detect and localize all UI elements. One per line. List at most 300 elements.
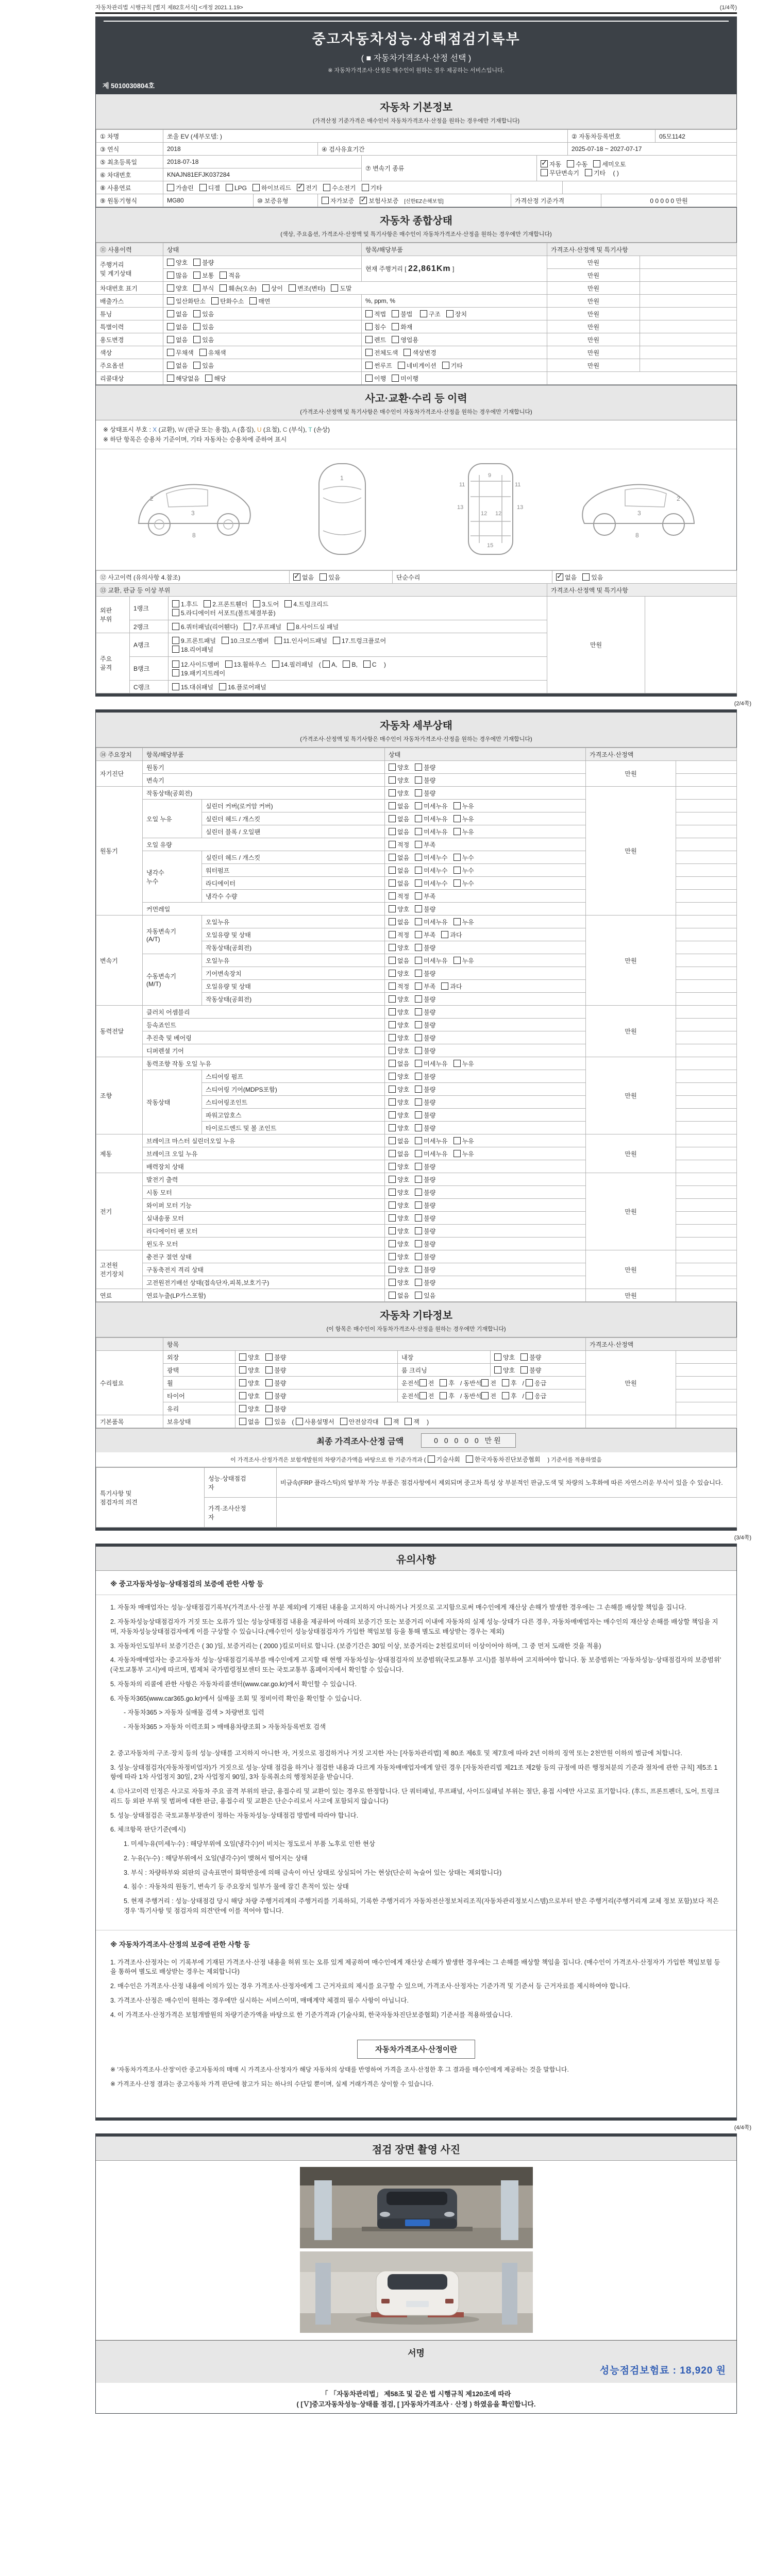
checkbox-option[interactable] bbox=[204, 601, 247, 608]
checkbox-icon[interactable] bbox=[446, 310, 453, 317]
checkbox-option[interactable] bbox=[389, 1022, 409, 1029]
checkbox-icon[interactable] bbox=[219, 683, 226, 690]
checkbox-option[interactable] bbox=[582, 574, 603, 581]
checkbox-option[interactable] bbox=[172, 684, 213, 691]
checkbox-option[interactable] bbox=[415, 1176, 435, 1183]
checkbox-option[interactable] bbox=[441, 983, 462, 990]
checkbox-option[interactable] bbox=[415, 1022, 435, 1029]
checkbox-option[interactable] bbox=[389, 1163, 409, 1171]
checkbox-option[interactable] bbox=[389, 1215, 409, 1222]
checkbox-icon[interactable] bbox=[323, 660, 330, 668]
checkbox-option[interactable] bbox=[167, 272, 188, 279]
checkbox-option[interactable] bbox=[172, 609, 276, 617]
checkbox-option[interactable] bbox=[389, 906, 409, 913]
checkbox-option[interactable] bbox=[389, 816, 409, 823]
checkbox-option[interactable] bbox=[199, 184, 220, 192]
checkbox-icon[interactable] bbox=[415, 892, 422, 900]
checkbox-icon[interactable] bbox=[239, 1405, 246, 1412]
checkbox-icon[interactable] bbox=[320, 573, 327, 581]
checkbox-icon[interactable] bbox=[585, 169, 592, 176]
checkbox-option[interactable] bbox=[167, 324, 188, 331]
checkbox-icon[interactable] bbox=[389, 879, 396, 887]
checkbox-icon[interactable] bbox=[389, 944, 396, 951]
checkbox-icon[interactable] bbox=[343, 660, 350, 668]
checkbox-option[interactable] bbox=[225, 661, 266, 668]
checkbox-icon[interactable] bbox=[415, 764, 422, 771]
checkbox-option[interactable] bbox=[365, 362, 392, 369]
checkbox-icon[interactable] bbox=[415, 841, 422, 848]
checkbox-icon[interactable] bbox=[389, 841, 396, 848]
checkbox-icon[interactable] bbox=[389, 789, 396, 796]
checkbox-option[interactable] bbox=[265, 1354, 286, 1361]
checkbox-option[interactable] bbox=[389, 1253, 409, 1261]
checkbox-option[interactable] bbox=[404, 349, 436, 357]
checkbox-icon[interactable] bbox=[389, 918, 396, 925]
checkbox-icon[interactable] bbox=[193, 310, 200, 317]
checkbox-option[interactable] bbox=[398, 362, 436, 369]
checkbox-option[interactable] bbox=[289, 285, 325, 292]
checkbox-option[interactable] bbox=[389, 1099, 409, 1106]
checkbox-option[interactable] bbox=[389, 880, 409, 887]
checkbox-icon[interactable] bbox=[526, 1379, 533, 1386]
checkbox-icon[interactable] bbox=[420, 310, 427, 317]
checkbox-option[interactable] bbox=[389, 983, 409, 990]
checkbox-option[interactable] bbox=[262, 285, 283, 292]
checkbox-icon[interactable] bbox=[398, 362, 405, 369]
checkbox-icon[interactable] bbox=[389, 1279, 396, 1286]
checkbox-icon[interactable] bbox=[389, 854, 396, 861]
checkbox-icon[interactable] bbox=[167, 349, 174, 356]
checkbox-icon[interactable] bbox=[453, 1137, 461, 1144]
checkbox-icon[interactable] bbox=[389, 1201, 396, 1209]
checkbox-icon[interactable] bbox=[389, 1227, 396, 1234]
checkbox-option[interactable] bbox=[365, 336, 386, 344]
checkbox-option[interactable] bbox=[415, 1241, 435, 1248]
checkbox-icon[interactable] bbox=[453, 879, 461, 887]
checkbox-icon[interactable] bbox=[389, 931, 396, 938]
checkbox-icon[interactable] bbox=[389, 1021, 396, 1028]
checkbox-icon[interactable] bbox=[323, 184, 330, 191]
checkbox-icon[interactable] bbox=[453, 854, 461, 861]
checkbox-icon[interactable] bbox=[265, 1392, 273, 1399]
checkbox-icon[interactable] bbox=[415, 995, 422, 1003]
checkbox-icon[interactable] bbox=[340, 1418, 347, 1425]
checkbox-icon[interactable] bbox=[415, 789, 422, 796]
checkbox-option[interactable] bbox=[415, 1253, 435, 1261]
checkbox-icon[interactable] bbox=[167, 272, 174, 279]
checkbox-icon[interactable] bbox=[193, 272, 200, 279]
checkbox-option[interactable] bbox=[275, 637, 327, 645]
checkbox-icon[interactable] bbox=[172, 600, 179, 607]
checkbox-icon[interactable] bbox=[172, 623, 179, 630]
checkbox-option[interactable] bbox=[389, 1086, 409, 1093]
checkbox-option[interactable] bbox=[360, 197, 398, 205]
checkbox-option[interactable] bbox=[331, 285, 351, 292]
checkbox-option[interactable] bbox=[239, 1405, 260, 1413]
checkbox-checked-icon[interactable] bbox=[297, 184, 304, 191]
checkbox-option[interactable] bbox=[389, 1009, 409, 1016]
checkbox-option[interactable] bbox=[415, 957, 447, 964]
checkbox-option[interactable] bbox=[389, 1292, 409, 1299]
checkbox-option[interactable] bbox=[365, 324, 386, 331]
checkbox-option[interactable] bbox=[389, 1047, 409, 1055]
checkbox-icon[interactable] bbox=[415, 1111, 422, 1118]
checkbox-icon[interactable] bbox=[415, 1060, 422, 1067]
checkbox-option[interactable] bbox=[389, 1112, 409, 1119]
checkbox-icon[interactable] bbox=[265, 1366, 273, 1374]
checkbox-icon[interactable] bbox=[389, 1240, 396, 1247]
checkbox-icon[interactable] bbox=[415, 1292, 422, 1299]
checkbox-option[interactable] bbox=[389, 1241, 409, 1248]
checkbox-option[interactable] bbox=[389, 931, 409, 939]
checkbox-option[interactable] bbox=[389, 790, 409, 797]
checkbox-icon[interactable] bbox=[249, 297, 257, 304]
checkbox-option[interactable] bbox=[389, 996, 409, 1003]
checkbox-icon[interactable] bbox=[453, 867, 461, 874]
checkbox-icon[interactable] bbox=[365, 310, 373, 317]
checkbox-icon[interactable] bbox=[415, 905, 422, 912]
checkbox-icon[interactable] bbox=[389, 1111, 396, 1118]
checkbox-icon[interactable] bbox=[204, 600, 211, 607]
checkbox-icon[interactable] bbox=[226, 184, 233, 191]
checkbox-icon[interactable] bbox=[415, 879, 422, 887]
checkbox-option[interactable] bbox=[453, 880, 474, 887]
checkbox-option[interactable] bbox=[415, 919, 447, 926]
checkbox-icon[interactable] bbox=[275, 637, 282, 644]
checkbox-option[interactable] bbox=[415, 1266, 435, 1274]
checkbox-option[interactable] bbox=[343, 661, 357, 668]
checkbox-option[interactable] bbox=[415, 1279, 435, 1286]
checkbox-option[interactable] bbox=[419, 1380, 434, 1387]
checkbox-icon[interactable] bbox=[567, 160, 574, 167]
checkbox-option[interactable] bbox=[415, 1086, 435, 1093]
checkbox-option[interactable] bbox=[415, 764, 435, 771]
checkbox-option[interactable] bbox=[172, 637, 216, 645]
checkbox-option[interactable] bbox=[415, 1060, 447, 1067]
checkbox-option[interactable] bbox=[193, 362, 214, 369]
checkbox-option[interactable] bbox=[415, 790, 435, 797]
checkbox-icon[interactable] bbox=[415, 828, 422, 835]
checkbox-option[interactable] bbox=[333, 637, 386, 645]
checkbox-option[interactable] bbox=[389, 1035, 409, 1042]
checkbox-option[interactable] bbox=[239, 1418, 260, 1426]
checkbox-icon[interactable] bbox=[244, 623, 251, 630]
checkbox-option[interactable] bbox=[167, 285, 188, 292]
checkbox-option[interactable] bbox=[415, 1112, 435, 1119]
checkbox-option[interactable] bbox=[320, 574, 340, 581]
checkbox-icon[interactable] bbox=[167, 323, 174, 330]
checkbox-icon[interactable] bbox=[239, 1418, 246, 1425]
checkbox-option[interactable] bbox=[415, 1138, 447, 1145]
checkbox-option[interactable] bbox=[287, 623, 339, 631]
checkbox-option[interactable] bbox=[453, 816, 474, 823]
checkbox-option[interactable] bbox=[363, 661, 377, 668]
checkbox-option[interactable] bbox=[389, 1138, 409, 1145]
checkbox-icon[interactable] bbox=[494, 1366, 501, 1374]
checkbox-option[interactable] bbox=[453, 1138, 474, 1145]
checkbox-icon[interactable] bbox=[389, 815, 396, 822]
checkbox-option[interactable] bbox=[205, 375, 226, 382]
checkbox-option[interactable] bbox=[167, 259, 188, 266]
checkbox-option[interactable] bbox=[322, 197, 354, 205]
checkbox-icon[interactable] bbox=[365, 349, 373, 356]
checkbox-icon[interactable] bbox=[253, 184, 260, 191]
checkbox-option[interactable] bbox=[249, 298, 270, 305]
checkbox-icon[interactable] bbox=[389, 1176, 396, 1183]
checkbox-option[interactable] bbox=[172, 670, 225, 677]
checkbox-icon[interactable] bbox=[389, 1266, 396, 1273]
checkbox-option[interactable] bbox=[222, 637, 269, 645]
checkbox-icon[interactable] bbox=[172, 646, 179, 653]
checkbox-icon[interactable] bbox=[389, 1124, 396, 1131]
checkbox-icon[interactable] bbox=[415, 1240, 422, 1247]
checkbox-icon[interactable] bbox=[389, 1073, 396, 1080]
checkbox-icon[interactable] bbox=[199, 184, 207, 191]
checkbox-icon[interactable] bbox=[541, 169, 548, 176]
checkbox-option[interactable] bbox=[415, 777, 435, 784]
checkbox-option[interactable] bbox=[520, 1367, 541, 1374]
checkbox-option[interactable] bbox=[453, 867, 474, 874]
checkbox-option[interactable] bbox=[272, 661, 313, 668]
checkbox-option[interactable] bbox=[193, 336, 214, 344]
checkbox-option[interactable] bbox=[389, 854, 409, 861]
checkbox-option[interactable] bbox=[453, 854, 474, 861]
checkbox-option[interactable] bbox=[415, 854, 447, 861]
checkbox-icon[interactable] bbox=[389, 905, 396, 912]
checkbox-icon[interactable] bbox=[287, 623, 294, 630]
checkbox-icon[interactable] bbox=[239, 1392, 246, 1399]
checkbox-icon[interactable] bbox=[404, 349, 411, 356]
checkbox-icon[interactable] bbox=[222, 637, 229, 644]
checkbox-icon[interactable] bbox=[415, 931, 422, 938]
checkbox-option[interactable] bbox=[415, 1163, 435, 1171]
checkbox-icon[interactable] bbox=[205, 375, 212, 382]
checkbox-icon[interactable] bbox=[392, 323, 399, 330]
checkbox-option[interactable] bbox=[440, 1393, 455, 1400]
checkbox-option[interactable] bbox=[526, 1393, 546, 1400]
checkbox-option[interactable] bbox=[284, 601, 328, 608]
checkbox-icon[interactable] bbox=[365, 375, 373, 382]
checkbox-option[interactable] bbox=[389, 803, 409, 810]
checkbox-icon[interactable] bbox=[220, 272, 227, 279]
checkbox-option[interactable] bbox=[389, 828, 409, 836]
checkbox-option[interactable] bbox=[239, 1380, 260, 1387]
checkbox-option[interactable] bbox=[265, 1405, 286, 1413]
checkbox-icon[interactable] bbox=[392, 310, 399, 317]
checkbox-option[interactable] bbox=[293, 574, 314, 581]
checkbox-icon[interactable] bbox=[167, 310, 174, 317]
checkbox-icon[interactable] bbox=[389, 995, 396, 1003]
checkbox-icon[interactable] bbox=[453, 828, 461, 835]
checkbox-icon[interactable] bbox=[265, 1379, 273, 1386]
checkbox-icon[interactable] bbox=[440, 1392, 447, 1399]
checkbox-icon[interactable] bbox=[415, 1086, 422, 1093]
checkbox-icon[interactable] bbox=[415, 1176, 422, 1183]
checkbox-icon[interactable] bbox=[389, 1163, 396, 1170]
checkbox-option[interactable] bbox=[265, 1418, 286, 1426]
checkbox-icon[interactable] bbox=[389, 1098, 396, 1106]
checkbox-icon[interactable] bbox=[211, 297, 219, 304]
checkbox-icon[interactable] bbox=[419, 1379, 427, 1386]
checkbox-checked-icon[interactable] bbox=[556, 573, 563, 581]
checkbox-option[interactable] bbox=[415, 1035, 435, 1042]
checkbox-icon[interactable] bbox=[440, 1379, 447, 1386]
checkbox-option[interactable] bbox=[392, 336, 418, 344]
checkbox-icon[interactable] bbox=[415, 802, 422, 809]
checkbox-option[interactable] bbox=[415, 1125, 435, 1132]
checkbox-option[interactable] bbox=[389, 1228, 409, 1235]
checkbox-option[interactable] bbox=[265, 1393, 286, 1400]
checkbox-icon[interactable] bbox=[389, 1214, 396, 1222]
checkbox-icon[interactable] bbox=[225, 660, 232, 668]
checkbox-icon[interactable] bbox=[362, 184, 369, 191]
checkbox-option[interactable] bbox=[415, 996, 435, 1003]
checkbox-option[interactable] bbox=[428, 1457, 460, 1463]
checkbox-option[interactable] bbox=[384, 1418, 399, 1426]
checkbox-option[interactable] bbox=[541, 161, 561, 168]
checkbox-option[interactable] bbox=[440, 1380, 455, 1387]
checkbox-icon[interactable] bbox=[365, 362, 373, 369]
checkbox-option[interactable] bbox=[441, 931, 462, 939]
checkbox-option[interactable] bbox=[323, 661, 337, 668]
checkbox-option[interactable] bbox=[362, 184, 382, 192]
checkbox-icon[interactable] bbox=[265, 1353, 273, 1361]
checkbox-option[interactable] bbox=[415, 828, 447, 836]
checkbox-icon[interactable] bbox=[453, 802, 461, 809]
checkbox-icon[interactable] bbox=[193, 362, 200, 369]
checkbox-option[interactable] bbox=[415, 1099, 435, 1106]
checkbox-icon[interactable] bbox=[415, 982, 422, 990]
checkbox-icon[interactable] bbox=[220, 284, 227, 292]
checkbox-option[interactable] bbox=[392, 324, 412, 331]
checkbox-icon[interactable] bbox=[167, 336, 174, 343]
checkbox-icon[interactable] bbox=[453, 1060, 461, 1067]
checkbox-option[interactable] bbox=[167, 349, 194, 357]
checkbox-option[interactable] bbox=[193, 324, 214, 331]
checkbox-icon[interactable] bbox=[389, 802, 396, 809]
checkbox-option[interactable] bbox=[365, 349, 398, 357]
checkbox-option[interactable] bbox=[419, 1393, 434, 1400]
checkbox-icon[interactable] bbox=[172, 660, 179, 668]
checkbox-option[interactable] bbox=[239, 1393, 260, 1400]
checkbox-option[interactable] bbox=[415, 841, 435, 849]
checkbox-icon[interactable] bbox=[415, 944, 422, 951]
checkbox-icon[interactable] bbox=[419, 1392, 427, 1399]
checkbox-icon[interactable] bbox=[389, 1034, 396, 1041]
checkbox-icon[interactable] bbox=[389, 982, 396, 990]
checkbox-icon[interactable] bbox=[428, 1455, 435, 1463]
checkbox-option[interactable] bbox=[172, 601, 198, 608]
checkbox-option[interactable] bbox=[415, 1215, 435, 1222]
checkbox-option[interactable] bbox=[453, 803, 474, 810]
checkbox-option[interactable] bbox=[442, 362, 463, 369]
checkbox-icon[interactable] bbox=[494, 1353, 501, 1361]
checkbox-icon[interactable] bbox=[389, 1008, 396, 1015]
checkbox-option[interactable] bbox=[446, 311, 467, 318]
checkbox-icon[interactable] bbox=[389, 776, 396, 784]
checkbox-icon[interactable] bbox=[502, 1392, 509, 1399]
checkbox-icon[interactable] bbox=[582, 573, 590, 581]
checkbox-option[interactable] bbox=[389, 867, 409, 874]
checkbox-option[interactable] bbox=[415, 1189, 435, 1196]
checkbox-icon[interactable] bbox=[392, 336, 399, 343]
checkbox-icon[interactable] bbox=[415, 1266, 422, 1273]
checkbox-icon[interactable] bbox=[415, 1034, 422, 1041]
checkbox-option[interactable] bbox=[415, 803, 447, 810]
checkbox-option[interactable] bbox=[389, 1073, 409, 1080]
checkbox-icon[interactable] bbox=[415, 1021, 422, 1028]
checkbox-option[interactable] bbox=[389, 764, 409, 771]
checkbox-icon[interactable] bbox=[363, 660, 371, 668]
checkbox-option[interactable] bbox=[526, 1380, 546, 1387]
checkbox-option[interactable] bbox=[415, 931, 435, 939]
checkbox-option[interactable] bbox=[453, 919, 474, 926]
checkbox-option[interactable] bbox=[193, 259, 214, 266]
checkbox-icon[interactable] bbox=[415, 957, 422, 964]
checkbox-icon[interactable] bbox=[389, 1253, 396, 1260]
checkbox-icon[interactable] bbox=[172, 669, 179, 676]
checkbox-icon[interactable] bbox=[193, 259, 200, 266]
checkbox-option[interactable] bbox=[239, 1367, 260, 1374]
checkbox-option[interactable] bbox=[193, 311, 214, 318]
checkbox-icon[interactable] bbox=[481, 1379, 489, 1386]
checkbox-option[interactable] bbox=[389, 777, 409, 784]
checkbox-icon[interactable] bbox=[265, 1405, 273, 1412]
checkbox-option[interactable] bbox=[239, 1354, 260, 1361]
checkbox-option[interactable] bbox=[502, 1380, 517, 1387]
checkbox-icon[interactable] bbox=[520, 1353, 528, 1361]
checkbox-option[interactable] bbox=[415, 1150, 447, 1158]
checkbox-option[interactable] bbox=[244, 623, 281, 631]
checkbox-icon[interactable] bbox=[239, 1353, 246, 1361]
checkbox-icon[interactable] bbox=[481, 1392, 489, 1399]
checkbox-option[interactable] bbox=[167, 298, 206, 305]
checkbox-option[interactable] bbox=[415, 880, 447, 887]
checkbox-option[interactable] bbox=[520, 1354, 541, 1361]
checkbox-icon[interactable] bbox=[322, 197, 329, 204]
checkbox-icon[interactable] bbox=[415, 918, 422, 925]
checkbox-icon[interactable] bbox=[415, 1201, 422, 1209]
checkbox-icon[interactable] bbox=[284, 600, 292, 607]
checkbox-icon[interactable] bbox=[415, 970, 422, 977]
checkbox-option[interactable] bbox=[389, 893, 409, 900]
checkbox-icon[interactable] bbox=[384, 1418, 392, 1425]
checkbox-option[interactable] bbox=[253, 601, 279, 608]
checkbox-option[interactable] bbox=[415, 1047, 435, 1055]
checkbox-option[interactable] bbox=[365, 375, 386, 382]
checkbox-icon[interactable] bbox=[415, 815, 422, 822]
checkbox-option[interactable] bbox=[167, 362, 188, 369]
checkbox-option[interactable] bbox=[211, 298, 244, 305]
checkbox-icon[interactable] bbox=[389, 892, 396, 900]
checkbox-option[interactable] bbox=[415, 944, 435, 952]
checkbox-option[interactable] bbox=[415, 1073, 435, 1080]
checkbox-icon[interactable] bbox=[415, 867, 422, 874]
checkbox-icon[interactable] bbox=[193, 323, 200, 330]
checkbox-option[interactable] bbox=[167, 375, 199, 382]
checkbox-option[interactable] bbox=[494, 1354, 515, 1361]
checkbox-option[interactable] bbox=[415, 893, 435, 900]
checkbox-icon[interactable] bbox=[167, 259, 174, 266]
checkbox-icon[interactable] bbox=[415, 1124, 422, 1131]
checkbox-option[interactable] bbox=[420, 311, 441, 318]
checkbox-option[interactable] bbox=[389, 970, 409, 977]
checkbox-option[interactable] bbox=[389, 1279, 409, 1286]
checkbox-icon[interactable] bbox=[172, 637, 179, 644]
checkbox-icon[interactable] bbox=[415, 1150, 422, 1157]
checkbox-option[interactable] bbox=[481, 1380, 496, 1387]
checkbox-option[interactable] bbox=[219, 684, 266, 691]
